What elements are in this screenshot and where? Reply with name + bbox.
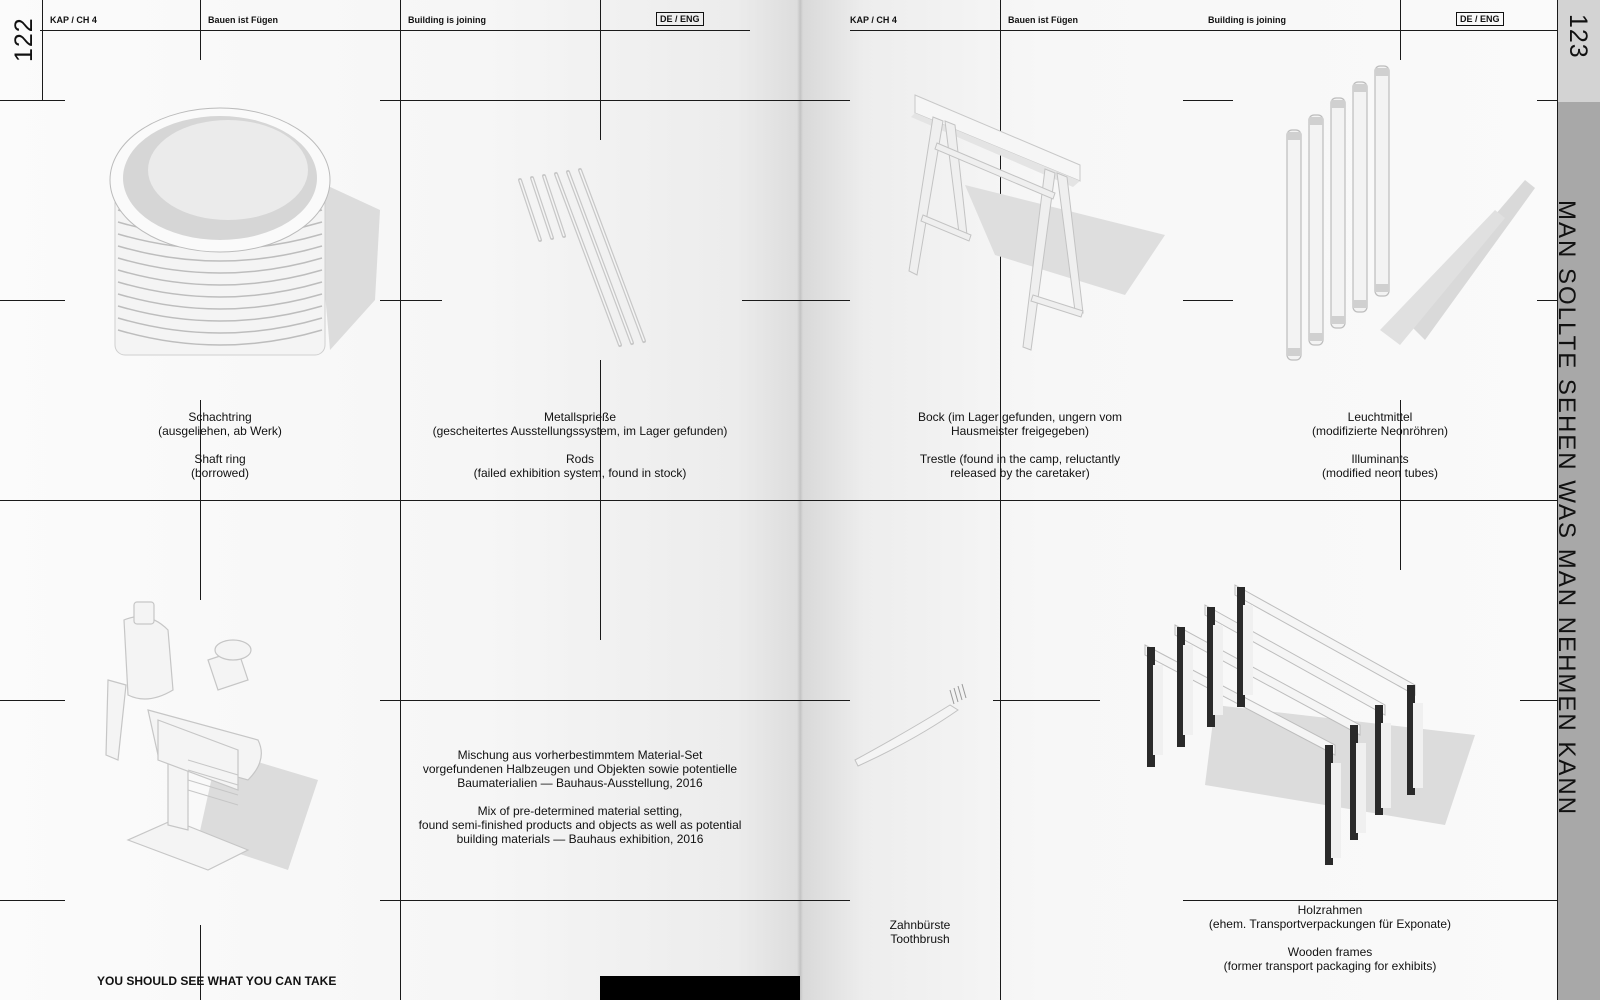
caption-line: Leuchtmittel bbox=[1347, 410, 1413, 424]
caption-line: Bock (im Lager gefunden, ungern vom bbox=[917, 410, 1123, 424]
grid-col-tick bbox=[1400, 0, 1401, 60]
grid-tick bbox=[380, 700, 850, 701]
caption-wooden-frames bbox=[1195, 903, 1465, 973]
caption-line: (modified neon tubes) bbox=[1321, 466, 1439, 480]
caption-line: Holzrahmen bbox=[1297, 903, 1363, 917]
caption-line: Illuminants bbox=[1351, 452, 1409, 466]
grid-col-tick bbox=[200, 0, 201, 60]
caption-line: Wooden frames bbox=[1287, 945, 1373, 959]
description-line: Baumaterialien — Bauhaus-Ausstellung, 2016 bbox=[457, 776, 703, 790]
grid-tick bbox=[380, 900, 850, 901]
caption-gap bbox=[90, 438, 350, 452]
caption-line: (gescheitertes Ausstellungssystem, im Lager gefunden) bbox=[432, 424, 728, 438]
caption-line: (borrowed) bbox=[190, 466, 250, 480]
grid-col-tick bbox=[600, 360, 601, 640]
description-line: vorgefundenen Halbzeugen und Objekten sowie potentielle bbox=[422, 762, 738, 776]
header-title-en-right: Building is joining bbox=[1208, 15, 1286, 25]
description-block bbox=[400, 748, 760, 846]
caption-line: Rods bbox=[565, 452, 594, 466]
caption-line: released by the caretaker) bbox=[950, 466, 1090, 480]
lang-switch-left[interactable]: DE / ENG bbox=[656, 12, 704, 26]
caption-line: (modifizierte Neonröhren) bbox=[1311, 424, 1449, 438]
caption-line: (failed exhibition system, found in stock) bbox=[473, 466, 687, 480]
caption-toothbrush bbox=[860, 918, 980, 946]
header-title-en-left: Building is joining bbox=[408, 15, 486, 25]
grid-tick bbox=[0, 100, 65, 101]
neon-tubes-illustration bbox=[1285, 60, 1535, 370]
rods-illustration bbox=[510, 170, 660, 360]
black-bar bbox=[600, 976, 800, 1000]
caption-line: Zahnbürste bbox=[889, 918, 951, 932]
grid-tick bbox=[1537, 100, 1557, 101]
header-chapter-right: KAP / CH 4 bbox=[850, 15, 897, 25]
caption-rods bbox=[400, 410, 760, 480]
grid-tick bbox=[1183, 900, 1557, 901]
caption-trestle bbox=[880, 410, 1160, 480]
caption-line: (ausgeliehen, ab Werk) bbox=[158, 424, 282, 438]
caption-gap bbox=[400, 438, 760, 452]
caption-gap bbox=[1195, 931, 1465, 945]
caption-gap bbox=[1280, 438, 1480, 452]
grid-col-tick bbox=[600, 0, 601, 140]
footer-slogan: YOU SHOULD SEE WHAT YOU CAN TAKE bbox=[97, 974, 337, 988]
grid-col-line bbox=[400, 0, 401, 1000]
grid-tick bbox=[742, 300, 850, 301]
caption-gap bbox=[880, 438, 1160, 452]
grid-tick bbox=[380, 100, 850, 101]
caption-line: Toothbrush bbox=[890, 932, 950, 946]
header-chapter-left: KAP / CH 4 bbox=[50, 15, 97, 25]
description-line: Mischung aus vorherbestimmtem Material-Set bbox=[457, 748, 703, 762]
header-title-de-left: Bauen ist Fügen bbox=[208, 15, 279, 25]
wooden-frames-illustration bbox=[1145, 585, 1505, 875]
grid-tick bbox=[1183, 300, 1233, 301]
caption-line: Hausmeister freigegeben) bbox=[950, 424, 1090, 438]
caption-line: Shaft ring bbox=[194, 452, 246, 466]
caption-line: Trestle (found in the camp, reluctantly bbox=[919, 452, 1121, 466]
page-number-left: 122 bbox=[10, 17, 38, 62]
shaft-ring-illustration bbox=[100, 100, 390, 370]
trestle-illustration bbox=[905, 85, 1175, 355]
grid-row-divider bbox=[0, 500, 1557, 501]
caption-line: Metallsprieße bbox=[543, 410, 617, 424]
caption-line: Schachtring bbox=[188, 410, 252, 424]
caption-illuminants bbox=[1280, 410, 1480, 480]
description-line: building materials — Bauhaus exhibition, 2016 bbox=[456, 832, 704, 846]
caption-line: (former transport packaging for exhibits) bbox=[1223, 959, 1437, 973]
description-gap bbox=[400, 790, 760, 804]
grid-tick bbox=[0, 300, 65, 301]
grid-col-tick bbox=[200, 925, 201, 1000]
grid-tick bbox=[993, 700, 1100, 701]
caption-shaft-ring bbox=[90, 410, 350, 480]
grid-tick bbox=[1183, 100, 1233, 101]
toothbrush-illustration bbox=[850, 680, 980, 770]
grid-tick bbox=[0, 900, 65, 901]
caption-line: (ehem. Transportverpackungen für Exponate) bbox=[1208, 917, 1452, 931]
page-number-right: 123 bbox=[1564, 14, 1592, 59]
header-title-de-right: Bauen ist Fügen bbox=[1008, 15, 1079, 25]
header-rule-left bbox=[40, 30, 750, 31]
description-line: Mix of pre-determined material setting, bbox=[477, 804, 683, 818]
grid-tick bbox=[0, 700, 65, 701]
header-rule-right bbox=[850, 30, 1557, 31]
lang-switch-right[interactable]: DE / ENG bbox=[1456, 12, 1504, 26]
dental-chair-illustration bbox=[88, 610, 338, 900]
description-line: found semi-finished products and objects as well as potential bbox=[418, 818, 742, 832]
page-number-rule-left bbox=[42, 0, 43, 101]
vertical-title: MAN SOLLTE SEHEN WAS MAN NEHMEN KANN bbox=[1553, 200, 1580, 817]
